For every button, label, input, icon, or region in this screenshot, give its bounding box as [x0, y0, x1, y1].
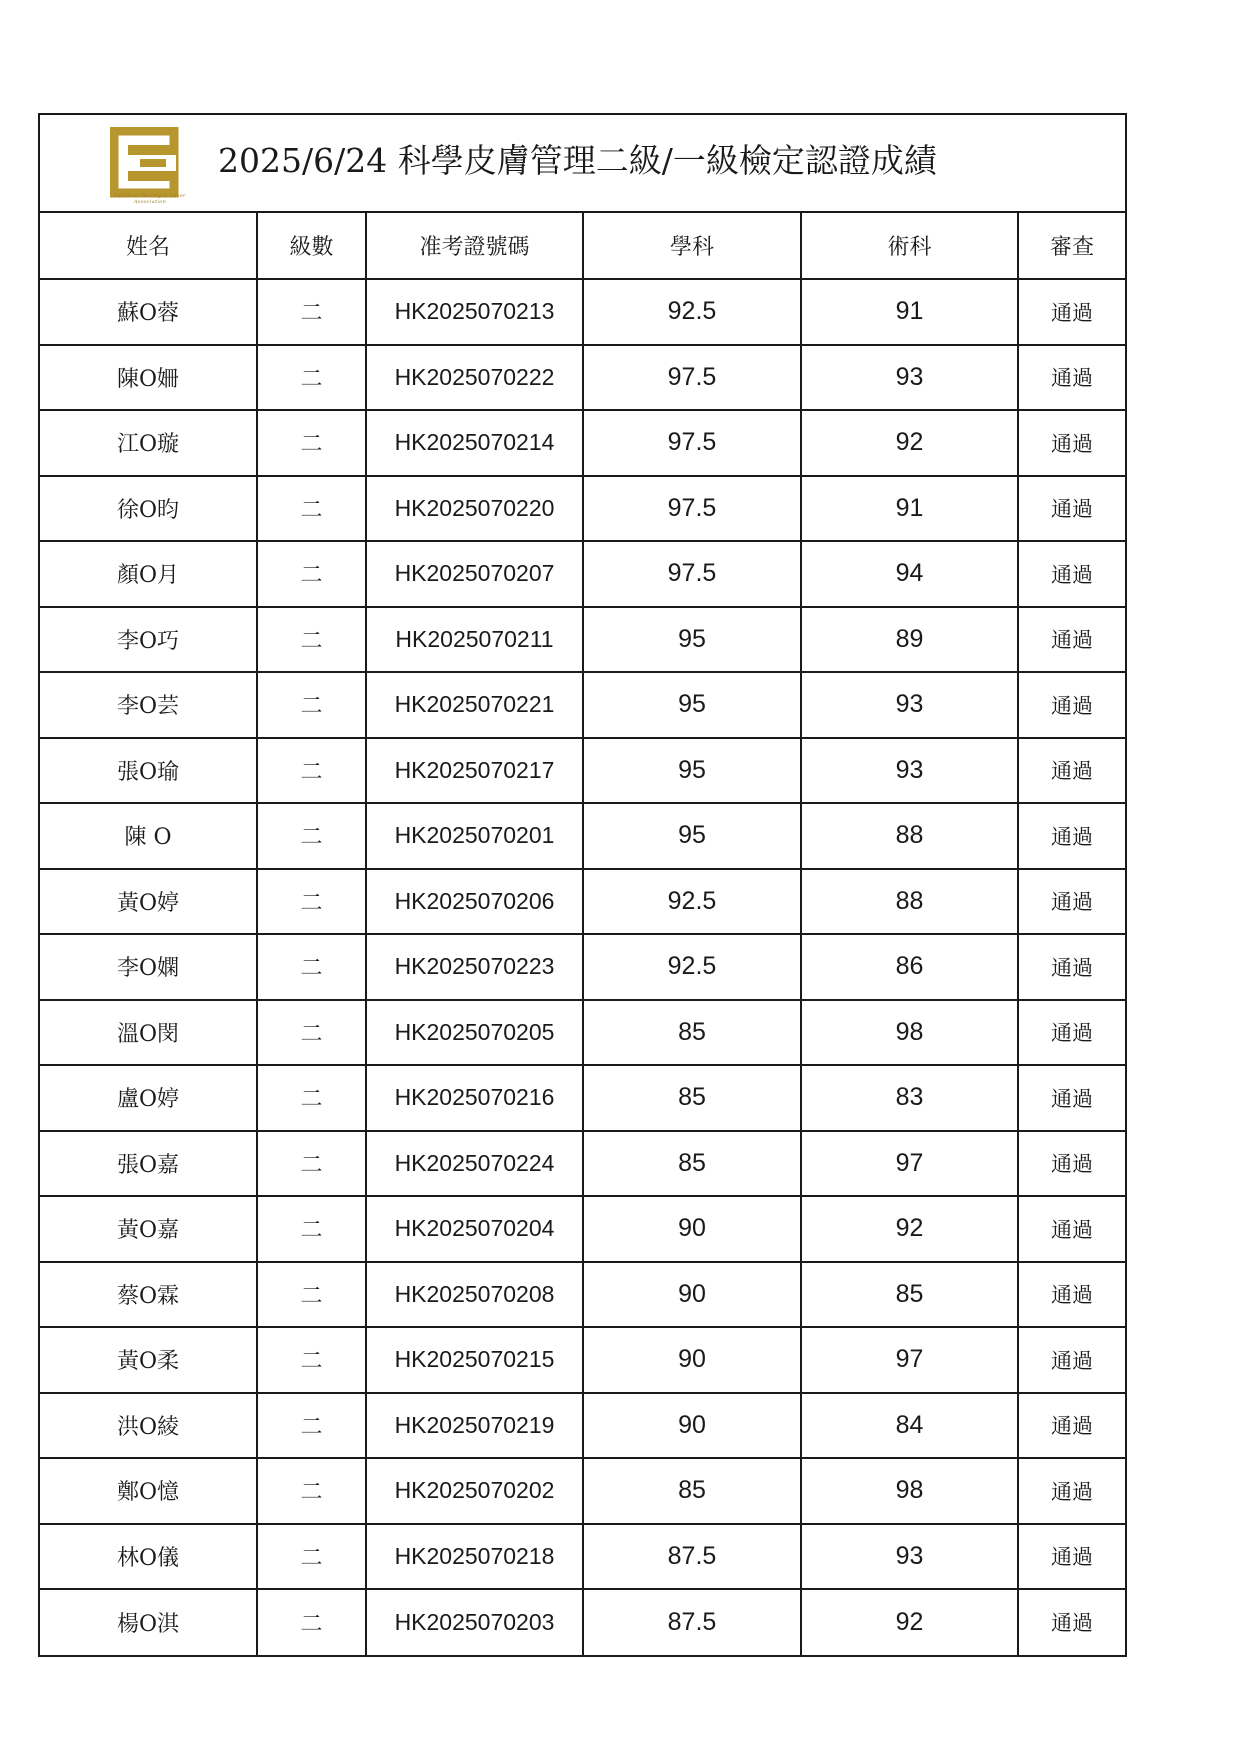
cell-level: 二	[257, 934, 366, 1000]
cell-status: 通過	[1018, 410, 1125, 476]
cell-exam-id: HK2025070217	[366, 738, 583, 804]
cell-practical-score: 89	[801, 607, 1018, 673]
table-row	[40, 1524, 1125, 1590]
cell-name: 李O巧	[40, 607, 257, 673]
cell-level: 二	[257, 1589, 366, 1655]
cell-name: 陳O姍	[40, 345, 257, 411]
cell-status: 通過	[1018, 672, 1125, 738]
cell-theory-score: 92.5	[583, 279, 801, 345]
cell-level: 二	[257, 1196, 366, 1262]
cell-level: 二	[257, 1458, 366, 1524]
table-row	[40, 1065, 1125, 1131]
table-row	[40, 1327, 1125, 1393]
cell-theory-score: 85	[583, 1131, 801, 1197]
cell-status: 通過	[1018, 1131, 1125, 1197]
cell-name: 盧O婷	[40, 1065, 257, 1131]
logo-tagline: Optimum Beauty & Laser Association	[114, 193, 186, 205]
cell-practical-score: 93	[801, 345, 1018, 411]
table-row	[40, 1262, 1125, 1328]
cell-name: 張O嘉	[40, 1131, 257, 1197]
cell-theory-score: 92.5	[583, 934, 801, 1000]
cell-practical-score: 97	[801, 1327, 1018, 1393]
cell-practical-score: 91	[801, 476, 1018, 542]
column-header-level: 級數	[257, 213, 366, 279]
cell-theory-score: 97.5	[583, 410, 801, 476]
cell-status: 通過	[1018, 934, 1125, 1000]
cell-practical-score: 86	[801, 934, 1018, 1000]
cell-exam-id: HK2025070201	[366, 803, 583, 869]
cell-name: 鄭O憶	[40, 1458, 257, 1524]
cell-name: 李O嫻	[40, 934, 257, 1000]
table-row	[40, 672, 1125, 738]
cell-practical-score: 92	[801, 410, 1018, 476]
cell-theory-score: 87.5	[583, 1589, 801, 1655]
cell-theory-score: 95	[583, 672, 801, 738]
cell-exam-id: HK2025070204	[366, 1196, 583, 1262]
cell-name: 張O瑜	[40, 738, 257, 804]
results-table	[40, 213, 1125, 1655]
cell-exam-id: HK2025070222	[366, 345, 583, 411]
cell-status: 通過	[1018, 1000, 1125, 1066]
cell-theory-score: 90	[583, 1262, 801, 1328]
cell-name: 蔡O霖	[40, 1262, 257, 1328]
cell-practical-score: 92	[801, 1196, 1018, 1262]
cell-practical-score: 98	[801, 1458, 1018, 1524]
cell-status: 通過	[1018, 345, 1125, 411]
cell-status: 通過	[1018, 1065, 1125, 1131]
table-row	[40, 738, 1125, 804]
cell-exam-id: HK2025070208	[366, 1262, 583, 1328]
page-title: 2025/6/24 科學皮膚管理二級/一級檢定認證成績	[218, 141, 937, 180]
cell-status: 通過	[1018, 1196, 1125, 1262]
cell-level: 二	[257, 410, 366, 476]
cell-name: 黃O嘉	[40, 1196, 257, 1262]
table-row	[40, 934, 1125, 1000]
cell-exam-id: HK2025070216	[366, 1065, 583, 1131]
cell-level: 二	[257, 1262, 366, 1328]
column-header-theory: 學科	[583, 213, 801, 279]
cell-theory-score: 95	[583, 803, 801, 869]
cell-name: 黃O婷	[40, 869, 257, 935]
cell-practical-score: 97	[801, 1131, 1018, 1197]
cell-practical-score: 98	[801, 1000, 1018, 1066]
cell-exam-id: HK2025070211	[366, 607, 583, 673]
cell-level: 二	[257, 1393, 366, 1459]
cell-status: 通過	[1018, 803, 1125, 869]
table-row	[40, 607, 1125, 673]
results-sheet	[38, 113, 1127, 1657]
cell-name: 徐O昀	[40, 476, 257, 542]
cell-level: 二	[257, 1131, 366, 1197]
cell-status: 通過	[1018, 607, 1125, 673]
cell-theory-score: 97.5	[583, 345, 801, 411]
cell-status: 通過	[1018, 1393, 1125, 1459]
cell-exam-id: HK2025070202	[366, 1458, 583, 1524]
cell-exam-id: HK2025070205	[366, 1000, 583, 1066]
table-row	[40, 1131, 1125, 1197]
cell-level: 二	[257, 607, 366, 673]
cell-name: 林O儀	[40, 1524, 257, 1590]
cell-exam-id: HK2025070219	[366, 1393, 583, 1459]
cell-level: 二	[257, 1065, 366, 1131]
cell-theory-score: 95	[583, 738, 801, 804]
cell-exam-id: HK2025070206	[366, 869, 583, 935]
cell-status: 通過	[1018, 1458, 1125, 1524]
cell-practical-score: 85	[801, 1262, 1018, 1328]
table-row	[40, 541, 1125, 607]
table-row	[40, 1196, 1125, 1262]
cell-status: 通過	[1018, 1524, 1125, 1590]
table-row	[40, 476, 1125, 542]
cell-theory-score: 87.5	[583, 1524, 801, 1590]
cell-status: 通過	[1018, 1262, 1125, 1328]
column-header-name: 姓名	[40, 213, 257, 279]
table-header-row	[40, 213, 1125, 279]
cell-practical-score: 88	[801, 803, 1018, 869]
cell-level: 二	[257, 672, 366, 738]
cell-practical-score: 94	[801, 541, 1018, 607]
table-row	[40, 410, 1125, 476]
column-header-id: 准考證號碼	[366, 213, 583, 279]
cell-theory-score: 90	[583, 1196, 801, 1262]
cell-theory-score: 92.5	[583, 869, 801, 935]
cell-exam-id: HK2025070207	[366, 541, 583, 607]
cell-exam-id: HK2025070213	[366, 279, 583, 345]
cell-theory-score: 97.5	[583, 476, 801, 542]
table-row	[40, 279, 1125, 345]
cell-theory-score: 85	[583, 1458, 801, 1524]
cell-theory-score: 90	[583, 1327, 801, 1393]
cell-level: 二	[257, 476, 366, 542]
cell-level: 二	[257, 1327, 366, 1393]
cell-practical-score: 84	[801, 1393, 1018, 1459]
cell-exam-id: HK2025070203	[366, 1589, 583, 1655]
cell-exam-id: HK2025070223	[366, 934, 583, 1000]
cell-practical-score: 93	[801, 738, 1018, 804]
cell-status: 通過	[1018, 279, 1125, 345]
cell-status: 通過	[1018, 1327, 1125, 1393]
cell-name: 陳 O	[40, 803, 257, 869]
cell-level: 二	[257, 541, 366, 607]
table-row	[40, 869, 1125, 935]
cell-level: 二	[257, 738, 366, 804]
cell-level: 二	[257, 869, 366, 935]
cell-theory-score: 85	[583, 1000, 801, 1066]
cell-name: 顏O月	[40, 541, 257, 607]
cell-name: 李O芸	[40, 672, 257, 738]
table-row	[40, 1458, 1125, 1524]
title-row	[40, 115, 1125, 213]
cell-name: 楊O淇	[40, 1589, 257, 1655]
cell-exam-id: HK2025070221	[366, 672, 583, 738]
cell-exam-id: HK2025070224	[366, 1131, 583, 1197]
table-row	[40, 1393, 1125, 1459]
table-row	[40, 1000, 1125, 1066]
cell-status: 通過	[1018, 541, 1125, 607]
cell-level: 二	[257, 803, 366, 869]
cell-level: 二	[257, 1524, 366, 1590]
cell-name: 洪O綾	[40, 1393, 257, 1459]
cell-level: 二	[257, 279, 366, 345]
cell-practical-score: 92	[801, 1589, 1018, 1655]
table-row	[40, 803, 1125, 869]
cell-status: 通過	[1018, 476, 1125, 542]
cell-status: 通過	[1018, 869, 1125, 935]
cell-status: 通過	[1018, 738, 1125, 804]
cell-exam-id: HK2025070220	[366, 476, 583, 542]
table-row	[40, 345, 1125, 411]
column-header-status: 審查	[1018, 213, 1125, 279]
cell-practical-score: 91	[801, 279, 1018, 345]
cell-level: 二	[257, 1000, 366, 1066]
cell-name: 江O璇	[40, 410, 257, 476]
cell-practical-score: 83	[801, 1065, 1018, 1131]
cell-theory-score: 90	[583, 1393, 801, 1459]
cell-exam-id: HK2025070218	[366, 1524, 583, 1590]
cell-practical-score: 88	[801, 869, 1018, 935]
cell-exam-id: HK2025070214	[366, 410, 583, 476]
cell-theory-score: 85	[583, 1065, 801, 1131]
table-row	[40, 1589, 1125, 1655]
cell-exam-id: HK2025070215	[366, 1327, 583, 1393]
cell-name: 黃O柔	[40, 1327, 257, 1393]
table-body	[40, 279, 1125, 1655]
cell-practical-score: 93	[801, 1524, 1018, 1590]
cell-theory-score: 97.5	[583, 541, 801, 607]
column-header-practical: 術科	[801, 213, 1018, 279]
cell-status: 通過	[1051, 1611, 1093, 1636]
cell-name: 溫O閔	[40, 1000, 257, 1066]
cell-practical-score: 93	[801, 672, 1018, 738]
cell-level: 二	[257, 345, 366, 411]
cell-theory-score: 95	[583, 607, 801, 673]
cell-name: 蘇O蓉	[40, 279, 257, 345]
